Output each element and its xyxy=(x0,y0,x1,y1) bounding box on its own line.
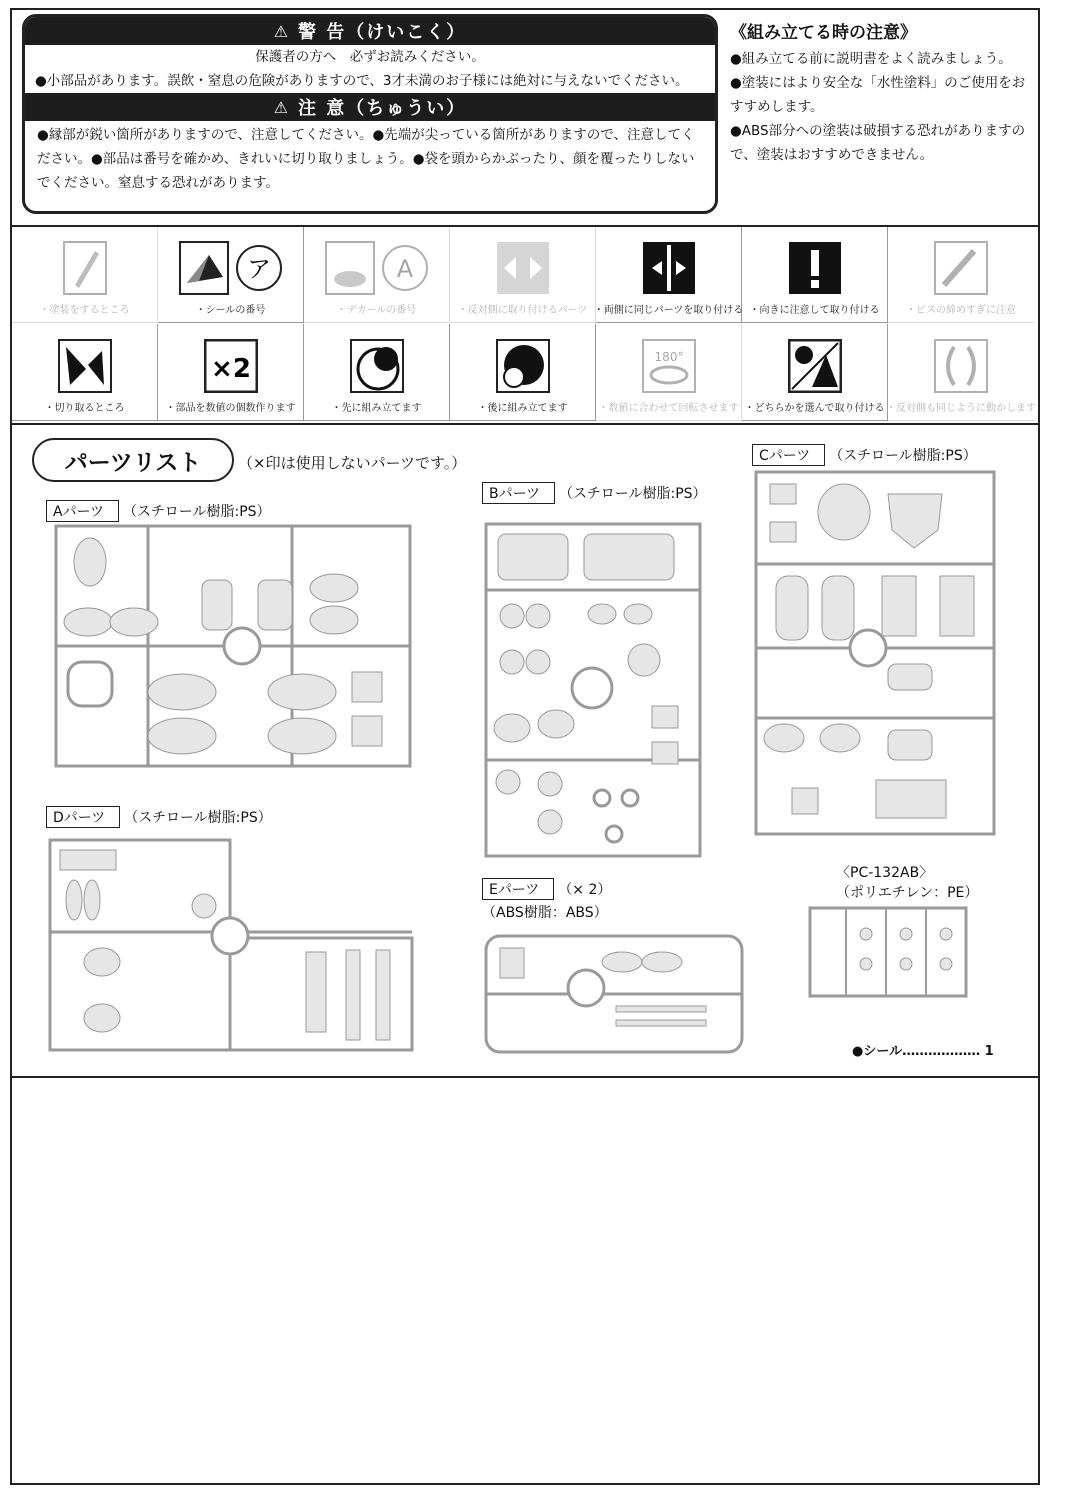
nipper-icon xyxy=(58,339,112,393)
legend-cell xyxy=(742,324,888,421)
assembly-note: ●組み立てる前に説明書をよく読みましょう。 xyxy=(730,51,1012,67)
section-name: Cパーツ xyxy=(752,444,825,466)
legend-caption: ・反対側も同じように動かします xyxy=(886,403,1036,414)
decal-icon xyxy=(325,241,429,295)
assemble-first-icon xyxy=(350,339,404,393)
runner-c xyxy=(752,468,998,838)
caution-header xyxy=(25,93,715,121)
section-name: Eパーツ xyxy=(482,878,554,900)
section-name: Dパーツ xyxy=(46,806,120,828)
legend-cell xyxy=(304,324,450,421)
section-name: Bパーツ xyxy=(482,482,555,504)
runner-pc xyxy=(806,904,970,1000)
sticker-count: ●シール……………… 1 xyxy=(852,1044,994,1059)
assemble-later-icon xyxy=(496,339,550,393)
section-material: （スチロール樹脂:PS） xyxy=(124,810,272,826)
section-label-e xyxy=(482,878,611,900)
legend-caption: ・反対側に取り付けるパーツ xyxy=(457,305,588,316)
runner-b xyxy=(482,510,704,860)
section-material: （スチロール樹脂:PS） xyxy=(559,486,707,502)
caution-text: ●縁部が鋭い箇所がありますので、注意してください。●先端が尖っている箇所がありますので、注意してください。●部品は番号を確かめ、きれいに切り取りましょう。●袋を頭からかぶったり、顔を覆ったりしないでください。窒息する恐れがあります。 xyxy=(37,127,695,191)
legend-caption: ・デカールの番号 xyxy=(336,305,417,316)
warning-title: 警 告（けいこく） xyxy=(298,22,467,43)
pc-part-material: （ポリエチレン：PE） xyxy=(836,885,979,901)
legend-cell xyxy=(12,324,158,421)
legend-caption: ・部品を数値の個数作ります xyxy=(165,403,296,414)
legend-cell xyxy=(450,226,596,323)
opposite-side-icon xyxy=(496,241,550,295)
legend-caption: ・塗装をするところ xyxy=(39,305,130,316)
runner-a xyxy=(52,522,414,770)
legend-caption: ・向きに注意して取り付ける xyxy=(749,305,880,316)
section-label-c xyxy=(752,444,977,466)
legend-caption: ・先に組み立てます xyxy=(331,403,422,414)
sticker-icon xyxy=(179,241,283,295)
legend-cell xyxy=(593,226,744,323)
section-material: （スチロール樹脂:PS） xyxy=(829,448,977,464)
section-material: （× 2） xyxy=(558,882,612,898)
legend-caption: ・切り取るところ xyxy=(44,403,125,414)
parts-list-title: パーツリスト xyxy=(32,438,234,482)
times-two-icon xyxy=(204,339,258,393)
legend-caption: ・シールの番号 xyxy=(195,305,266,316)
legend-cell xyxy=(450,324,596,421)
section-label-a xyxy=(46,500,271,522)
legend-bottom-divider xyxy=(10,423,1040,425)
legend-cell xyxy=(304,226,450,323)
warning-box xyxy=(22,14,718,214)
choose-one-icon xyxy=(788,339,842,393)
warning-line-1: 保護者の方へ 必ずお読みください。 xyxy=(255,49,485,65)
section-label-d xyxy=(46,806,272,828)
assembly-note: ●塗装にはより安全な「水性塗料」のご使用をおすすめします。 xyxy=(730,75,1026,115)
screw-icon xyxy=(934,241,988,295)
legend-caption: ・両側に同じパーツを取り付ける xyxy=(593,305,744,316)
legend-cell xyxy=(158,324,304,421)
legend-caption: ・数値に合わせて回転させます xyxy=(598,403,739,414)
caution-triangle-icon: ⚠ xyxy=(273,97,291,117)
runner-e xyxy=(482,922,746,1058)
bottom-divider xyxy=(10,1076,1040,1078)
symbol-legend xyxy=(12,226,1038,422)
times-two-text: ×2 xyxy=(210,354,251,384)
section-name: Aパーツ xyxy=(46,500,119,522)
exclamation-icon xyxy=(788,241,842,295)
both-sides-icon xyxy=(642,241,696,295)
legend-top-divider xyxy=(10,225,1040,227)
warning-triangle-icon: ⚠ xyxy=(273,21,291,41)
legend-cell xyxy=(12,226,158,323)
legend-caption: ・後に組み立てます xyxy=(477,403,568,414)
assembly-notes-title: 《組み立てる時の注意》 xyxy=(730,23,917,43)
assembly-notes xyxy=(730,18,1030,167)
legend-cell xyxy=(158,226,304,323)
rotate-icon xyxy=(642,339,696,393)
legend-caption: ・ビスの締めすぎに注意 xyxy=(906,305,1016,316)
warning-line-2: ●小部品があります。誤飲・窒息の危険がありますので、3才未満のお子様には絶対に与えないでください。 xyxy=(35,73,689,89)
caution-title: 注 意（ちゅうい） xyxy=(298,98,467,119)
legend-caption: ・どちらかを選んで取り付ける xyxy=(744,403,885,414)
section-label-b xyxy=(482,482,707,504)
section-label-e-material: （ABS樹脂：ABS） xyxy=(482,905,608,921)
sticker-glyph: ア xyxy=(246,255,271,283)
warning-header xyxy=(25,17,715,45)
move-both-icon xyxy=(934,339,988,393)
pc-part-name: 〈PC-132AB〉 xyxy=(836,865,934,881)
assembly-note: ●ABS部分への塗装は破損する恐れがありますので、塗装はおすすめできません。 xyxy=(730,123,1026,163)
parts-list-note: （×印は使用しないパーツです。） xyxy=(238,454,467,472)
runner-d xyxy=(46,832,416,1054)
legend-cell xyxy=(888,324,1034,421)
legend-cell xyxy=(742,226,888,323)
brush-icon xyxy=(63,241,107,295)
decal-glyph: A xyxy=(396,255,413,283)
legend-cell xyxy=(888,226,1034,323)
legend-cell xyxy=(596,324,742,421)
section-material: （スチロール樹脂:PS） xyxy=(123,504,271,520)
rotate-text: 180° xyxy=(654,350,683,364)
